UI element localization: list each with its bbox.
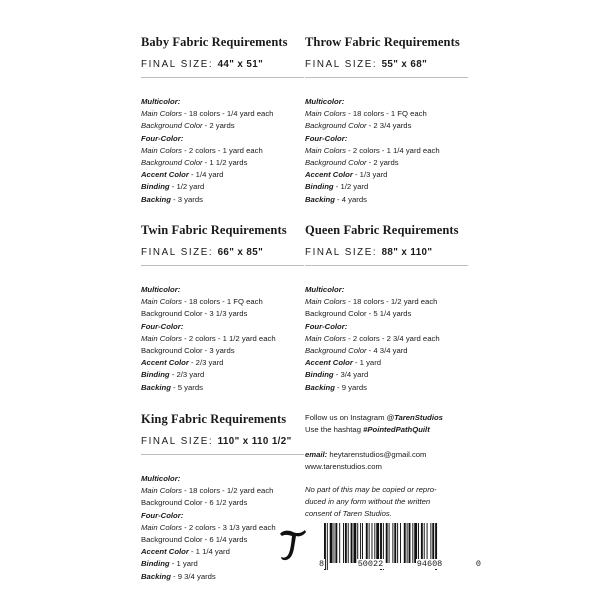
requirement-text: Background Color - 5 1/4 yards (305, 309, 412, 319)
email-link[interactable]: heytarenstudios@gmail.com (327, 450, 427, 459)
requirement-text: Main Colors (305, 109, 347, 119)
requirement-text: - 1/2 yard (333, 182, 369, 192)
email-line (305, 449, 426, 461)
requirement-line (305, 169, 470, 181)
barcode-bar (345, 523, 347, 563)
requirement-text: Main Colors (305, 145, 347, 155)
final-size: FINAL SIZE: 110" x 110 1/2" (141, 436, 292, 447)
section-baby (141, 35, 306, 206)
divider (141, 265, 304, 266)
requirement-text: - 2 colors - 2 3/4 yard each (346, 333, 440, 343)
barcode-digits (318, 559, 482, 569)
requirement-text: Four-Color: (141, 133, 184, 143)
section-twin (141, 223, 306, 394)
requirement-text: - 9 yards (334, 382, 367, 392)
barcode-bar (404, 523, 406, 563)
requirement-line (305, 181, 470, 193)
barcode-bar (360, 523, 361, 563)
requirement-line (305, 133, 470, 145)
requirement-text: Multicolor: (141, 97, 181, 106)
section-title: King Fabric Requirements (141, 412, 287, 426)
instagram-handle[interactable]: @TarenStudios (386, 413, 443, 422)
requirement-text: - 2 3/4 yards (366, 121, 412, 131)
barcode-bar (369, 523, 370, 563)
final-size-value: 66" x 85" (217, 247, 264, 258)
requirement-text: - 2/3 yard (169, 370, 205, 380)
requirement-text: - 3/4 yard (333, 370, 369, 380)
requirement-text: Main Colors (141, 109, 183, 119)
social-info (305, 412, 443, 436)
requirement-text: Background Color - 3 yards (141, 346, 235, 356)
requirement-line (141, 296, 306, 308)
requirement-text: Multicolor: (305, 97, 345, 106)
requirement-text: - 9 3/4 yards (170, 571, 216, 581)
section-throw (305, 35, 470, 206)
requirement-line (141, 96, 306, 108)
requirement-text: Binding (141, 182, 170, 192)
requirement-line (141, 571, 306, 583)
requirement-list (141, 284, 306, 394)
requirement-text: Accent Color (141, 358, 189, 368)
barcode-bar (394, 523, 396, 563)
requirement-line (141, 169, 306, 181)
barcode-bar (427, 523, 428, 563)
requirement-text: - 1/2 yard (169, 182, 205, 192)
requirement-text: - 2 colors - 1 1/2 yard each (182, 333, 276, 343)
requirement-text: Accent Color (305, 170, 353, 180)
requirement-line (141, 120, 306, 132)
final-size: FINAL SIZE: 44" x 51" (141, 59, 264, 70)
requirement-line (141, 473, 306, 485)
requirement-text: Main Colors (141, 333, 183, 343)
requirement-line (305, 333, 470, 345)
requirement-text: - 18 colors - 1/4 yard each (182, 109, 274, 119)
requirement-text: Main Colors (141, 297, 183, 307)
barcode-bar (376, 523, 379, 563)
barcode-bar (372, 523, 373, 563)
requirement-text: - 2 yards (202, 121, 235, 131)
requirement-line (305, 345, 470, 357)
barcode-bar (392, 523, 393, 563)
barcode-bar (348, 523, 349, 563)
requirement-text: Backing (141, 194, 171, 204)
legal-line: duced in any form without the written (305, 497, 431, 507)
requirement-line (305, 382, 470, 394)
requirement-text: Multicolor: (141, 474, 181, 483)
requirement-line (305, 96, 470, 108)
requirement-text: Accent Color (305, 358, 353, 368)
section-title: Throw Fabric Requirements (305, 35, 460, 49)
requirement-text: Main Colors (305, 333, 347, 343)
requirement-line (305, 120, 470, 132)
barcode-bar (386, 523, 388, 563)
requirement-line (305, 157, 470, 169)
requirement-line (141, 357, 306, 369)
requirement-text: Background Color (141, 121, 203, 131)
requirement-text: - 18 colors - 1 FQ each (346, 109, 427, 119)
requirement-text: Backing (141, 571, 171, 581)
requirement-line (141, 345, 306, 357)
requirement-line (305, 108, 470, 120)
barcode-bar (353, 523, 356, 563)
requirement-text: Main Colors (141, 522, 183, 532)
requirement-text: Accent Color (141, 547, 189, 557)
requirement-text: - 2 colors - 1 1/4 yard each (346, 145, 440, 155)
requirement-text: Background Color - 3 1/3 yards (141, 309, 248, 319)
requirement-text: Accent Color (141, 170, 189, 180)
requirement-text: Backing (305, 382, 335, 392)
requirement-list (305, 96, 470, 206)
barcode-bar (430, 523, 431, 563)
requirement-text: - 2 colors - 3 1/3 yard each (182, 522, 276, 532)
requirement-text: Background Color (141, 158, 203, 168)
requirement-line (141, 510, 306, 522)
section-title: Twin Fabric Requirements (141, 223, 287, 237)
requirement-text: Main Colors (141, 145, 183, 155)
requirement-text: Binding (141, 370, 170, 380)
requirement-line (305, 308, 470, 320)
requirement-text: Background Color (305, 346, 367, 356)
hashtag: #PointedPathQuilt (363, 425, 430, 435)
barcode-bar (339, 523, 340, 563)
requirement-text: Background Color - 6 1/2 yards (141, 498, 248, 508)
requirement-text: Binding (305, 370, 334, 380)
requirement-line (305, 321, 470, 333)
barcode-bar (357, 523, 358, 563)
barcode-digit-group: 50022 (357, 559, 384, 569)
requirement-line (141, 321, 306, 333)
requirement-text: - 5 yards (170, 382, 203, 392)
requirement-line (141, 145, 306, 157)
requirement-text: - 18 colors - 1/2 yard each (182, 486, 274, 496)
requirement-text: - 4 3/4 yard (366, 346, 408, 356)
legal-line: No part of this may be copied or repro- (305, 485, 437, 494)
barcode-bar (424, 523, 425, 563)
barcode-digit-group: 94608 (416, 559, 443, 569)
requirement-line (141, 333, 306, 345)
section-queen (305, 223, 470, 394)
barcode-bar (351, 523, 353, 563)
final-size-value: 55" x 68" (381, 59, 428, 70)
final-size-value: 88" x 110" (381, 247, 433, 258)
requirement-line (305, 357, 470, 369)
requirement-line (141, 308, 306, 320)
requirement-text: Background Color (305, 158, 367, 168)
taren-studios-t-logo-icon (277, 528, 307, 562)
requirement-list (141, 96, 306, 206)
requirement-line (305, 194, 470, 206)
requirement-line (141, 369, 306, 381)
requirement-text: Four-Color: (141, 510, 184, 520)
requirement-text: Four-Color: (305, 133, 348, 143)
requirement-text: - 1 1/2 yards (202, 158, 248, 168)
requirement-line (141, 133, 306, 145)
requirement-text: Multicolor: (141, 285, 181, 294)
divider (305, 265, 468, 266)
requirement-text: - 3 yards (170, 194, 203, 204)
requirement-line (141, 497, 306, 509)
legal-line: consent of Taren Studios. (305, 509, 392, 519)
final-size-value: 44" x 51" (217, 59, 264, 70)
requirement-line (141, 108, 306, 120)
requirement-text: - 1 yard (169, 559, 198, 569)
contact-info (305, 449, 426, 473)
requirement-text: Background Color - 6 1/4 yards (141, 535, 248, 545)
final-size-value: 110" x 110 1/2" (217, 436, 292, 447)
website-link[interactable]: www.tarenstudios.com (305, 462, 382, 472)
barcode-bar (409, 523, 411, 563)
requirement-text: Backing (305, 194, 335, 204)
barcode-bar (414, 523, 417, 563)
barcode-bar (334, 523, 335, 563)
barcode-bar (421, 523, 423, 563)
requirement-text: Four-Color: (141, 321, 184, 331)
requirement-text: - 18 colors - 1/2 yard each (346, 297, 438, 307)
final-size: FINAL SIZE: 55" x 68" (305, 59, 428, 70)
barcode-digit-group: 0 (475, 559, 481, 569)
requirement-text: Four-Color: (305, 321, 348, 331)
legal-notice (305, 484, 437, 521)
barcode-bar (362, 523, 363, 563)
barcode-bar (330, 523, 333, 563)
final-size: FINAL SIZE: 66" x 85" (141, 247, 264, 258)
requirement-text: - 1 yard (352, 358, 382, 368)
requirement-line (305, 284, 470, 296)
requirement-list (305, 284, 470, 394)
requirement-text: - 4 yards (334, 194, 367, 204)
section-title: Queen Fabric Requirements (305, 223, 459, 237)
divider (141, 77, 304, 78)
requirement-text: - 2/3 yard (188, 358, 224, 368)
requirement-text: Main Colors (141, 486, 183, 496)
requirement-line (305, 296, 470, 308)
barcode-bar (335, 523, 337, 563)
barcode-bar (343, 523, 344, 563)
requirement-line (141, 157, 306, 169)
requirement-line (305, 369, 470, 381)
requirement-line (141, 382, 306, 394)
requirement-text: Backing (141, 382, 171, 392)
requirement-line (141, 194, 306, 206)
barcode-bar (374, 523, 375, 563)
requirement-text: Binding (305, 182, 334, 192)
barcode-bar (389, 523, 390, 563)
barcode-bar (407, 523, 408, 563)
divider (141, 454, 304, 455)
requirement-line (305, 145, 470, 157)
divider (305, 77, 468, 78)
hashtag-line: Use the hashtag #PointedPathQuilt (305, 425, 430, 435)
barcode-bar (412, 523, 413, 563)
requirement-text: Binding (141, 559, 170, 569)
requirement-text: - 2 yards (366, 158, 399, 168)
requirement-line (141, 485, 306, 497)
requirement-text: Main Colors (305, 297, 347, 307)
requirement-line (141, 284, 306, 296)
barcode-bar (418, 523, 419, 563)
instagram-line: Follow us on Instagram @TarenStudios (305, 413, 443, 422)
email-label: email: (305, 450, 328, 459)
requirement-text: - 18 colors - 1 FQ each (182, 297, 263, 307)
final-size: FINAL SIZE: 88" x 110" (305, 247, 433, 258)
requirement-text: Multicolor: (305, 285, 345, 294)
barcode-digit-group: 8 (319, 559, 325, 569)
requirement-text: - 2 colors - 1 yard each (182, 145, 263, 155)
requirement-text: Background Color (305, 121, 367, 131)
barcode-bar (432, 523, 434, 563)
requirement-text: - 1/3 yard (352, 170, 388, 180)
requirement-line (141, 181, 306, 193)
barcode-bar (400, 523, 401, 563)
barcode-bar (366, 523, 368, 563)
barcode-bar (397, 523, 398, 563)
section-title: Baby Fabric Requirements (141, 35, 288, 49)
requirement-text: - 1 1/4 yard (188, 547, 230, 557)
requirement-text: - 1/4 yard (188, 170, 224, 180)
